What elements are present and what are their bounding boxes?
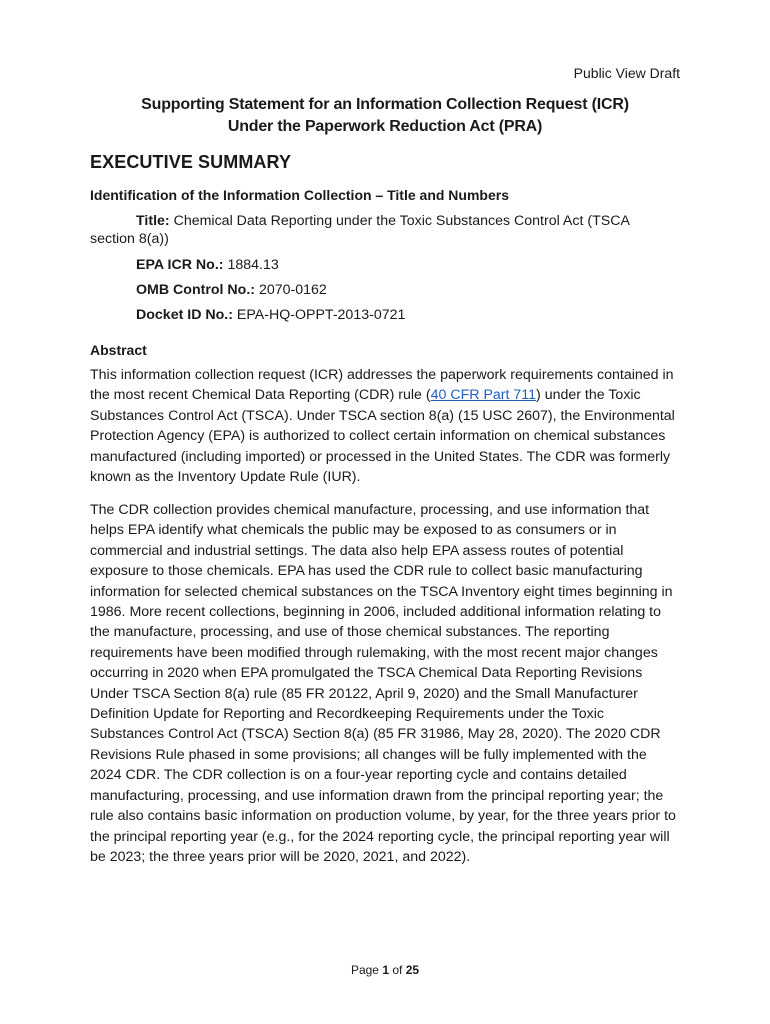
docket-id-value: EPA-HQ-OPPT-2013-0721 [232, 307, 406, 323]
omb-control-label: OMB Control No.: [136, 282, 255, 298]
cfr-part-711-link[interactable]: 40 CFR Part 711 [430, 387, 537, 404]
page-footer [0, 962, 770, 978]
executive-summary-heading: EXECUTIVE SUMMARY [90, 152, 292, 172]
current-page-number: 1 [382, 963, 389, 977]
page-word: Page [350, 963, 383, 977]
document-title-line-2: Under the Paperwork Reduction Act (PRA) [227, 117, 543, 135]
docket-id-label: Docket ID No.: [136, 307, 233, 323]
abstract-paragraph-1 [90, 365, 682, 487]
collection-title-label: Title: [136, 213, 170, 229]
identification-heading: Identification of the Information Collection – Title and Numbers [90, 187, 509, 203]
abstract-p1-text-before-link: This information collection request (ICR) addresses the paperwork requirements contained in the most recent Chemical Data Reporting (CDR) rule ( [90, 367, 674, 404]
omb-control-field [136, 281, 327, 299]
abstract-p1-text-after-link: ) under the Toxic Substances Control Act (TSCA). Under TSCA section 8(a) (15 USC 2607), the Environmental Protection Agency (EPA) is authorized to collect certain information on chemical substances manufactured (including imported) or processed in the United States. The CDR was formerly known as the Inventory Update Rule (IUR). [90, 387, 675, 486]
total-page-count: 25 [405, 963, 420, 977]
abstract-paragraph-2: The CDR collection provides chemical manufacture, processing, and use information that helps EPA identify what chemicals the public may be exposed to as consumers or in commercial and industrial settings. The data also help EPA assess routes of potential exposure to those chemicals. EPA has used the CDR rule to collect basic manufacturing information for selected chemical substances on the TSCA Inventory eight times beginning in 1986. More recent collections, beginning in 2006, included additional information relating to the manufacture, processing, and use of those chemical substances. The reporting requirements have been modified through rulemaking, with the most recent major changes occurring in 2020 when EPA promulgated the TSCA Chemical Data Reporting Revisions Under TSCA Section 8(a) rule (85 FR 20122, April 9, 2020) and the Small Manufacturer Definition Update for Reporting and Recordkeeping Requirements under the Toxic Substances Control Act (TSCA) Section 8(a) (85 FR 31986, May 28, 2020). The 2020 CDR Revisions Rule phased in some provisions; all changes will be fully implemented with the 2024 CDR. The CDR collection is on a four-year reporting cycle and contains detailed manufacturing, processing, and use information drawn from the principal reporting year; the rule also contains basic information on production volume, by year, for the three years prior to the principal reporting year (e.g., for the 2024 reporting cycle, the principal reporting year will be 2023; the three years prior will be 2020, 2021, and 2022). [90, 502, 676, 865]
icr-number-label: EPA ICR No.: [136, 257, 224, 273]
of-word: of [389, 963, 406, 977]
docket-id-field [136, 306, 405, 324]
omb-control-value: 2070-0162 [255, 282, 327, 298]
icr-number-value: 1884.13 [223, 257, 279, 273]
collection-title-field [90, 212, 675, 248]
document-title-line-1: Supporting Statement for an Information Collection Request (ICR) [141, 96, 629, 113]
document-title [90, 94, 680, 137]
draft-status-note: Public View Draft [573, 65, 680, 81]
abstract-heading: Abstract [90, 342, 147, 358]
icr-number-field [136, 256, 279, 274]
collection-title-value: Chemical Data Reporting under the Toxic Substances Control Act (TSCA section 8(a)) [90, 213, 630, 247]
